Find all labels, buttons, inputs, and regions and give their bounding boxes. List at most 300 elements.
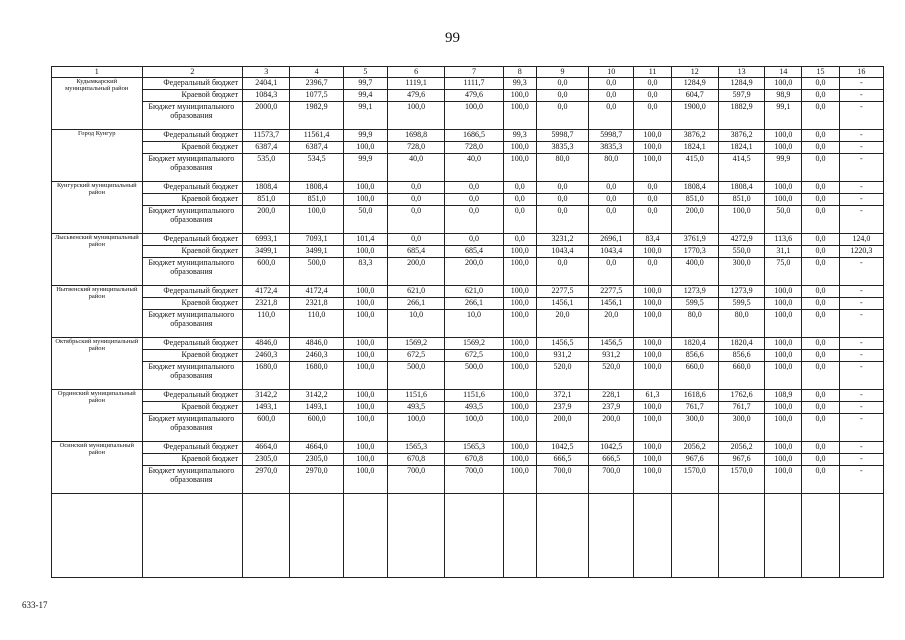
value-cell: 0,0 (802, 350, 839, 362)
value-cell: 100,0 (503, 102, 536, 130)
value-cell: 80,0 (589, 154, 634, 182)
value-cell: 98,9 (765, 90, 802, 102)
value-cell: 11573,7 (243, 130, 290, 142)
table-row (52, 390, 884, 402)
value-cell: 100,0 (765, 414, 802, 442)
table-row (52, 298, 884, 310)
value-cell: 400,0 (671, 258, 718, 286)
value-cell: 100,0 (387, 414, 444, 442)
value-cell: 2305,0 (290, 454, 343, 466)
value-cell: 2321,8 (290, 298, 343, 310)
value-cell: - (839, 402, 883, 414)
value-cell: 0,0 (634, 78, 671, 90)
table-row (52, 258, 884, 286)
value-cell: 1043,4 (536, 246, 588, 258)
municipality-name: Лысьвенский муниципальный район (52, 234, 143, 286)
value-cell: 0,0 (634, 90, 671, 102)
value-cell: - (839, 286, 883, 298)
value-cell: 101,4 (343, 234, 387, 246)
empty-cell (445, 494, 503, 578)
value-cell: 1284,9 (718, 78, 764, 90)
value-cell: 99,1 (765, 102, 802, 130)
value-cell: 200,0 (671, 206, 718, 234)
value-cell: 266,1 (387, 298, 444, 310)
value-cell: 0,0 (634, 258, 671, 286)
value-cell: 110,0 (243, 310, 290, 338)
value-cell: 0,0 (802, 102, 839, 130)
value-cell: 100,0 (634, 130, 671, 142)
value-cell: - (839, 206, 883, 234)
value-cell: 2460,3 (290, 350, 343, 362)
value-cell: 700,0 (387, 466, 444, 494)
value-cell: 200,0 (243, 206, 290, 234)
value-cell: 0,0 (802, 442, 839, 454)
document-code: 633-17 (22, 600, 48, 610)
value-cell: 597,9 (718, 90, 764, 102)
table-row (52, 234, 884, 246)
value-cell: 99,3 (503, 130, 536, 142)
value-cell: 534,5 (290, 154, 343, 182)
value-cell: 1882,9 (718, 102, 764, 130)
table-row (52, 310, 884, 338)
value-cell: 100,0 (765, 350, 802, 362)
value-cell: 100,0 (765, 442, 802, 454)
value-cell: 493,5 (445, 402, 503, 414)
value-cell: 100,0 (765, 286, 802, 298)
value-cell: 0,0 (503, 194, 536, 206)
value-cell: 0,0 (802, 234, 839, 246)
budget-source: Краевой бюджет (142, 350, 243, 362)
value-cell: 604,7 (671, 90, 718, 102)
value-cell: 672,5 (445, 350, 503, 362)
value-cell: 0,0 (536, 182, 588, 194)
value-cell: 728,0 (387, 142, 444, 154)
value-cell: 3231,2 (536, 234, 588, 246)
empty-cell (839, 494, 883, 578)
value-cell: 0,0 (387, 206, 444, 234)
value-cell: 0,0 (536, 90, 588, 102)
column-number: 14 (765, 67, 802, 78)
value-cell: 100,0 (343, 310, 387, 338)
value-cell: 479,6 (445, 90, 503, 102)
value-cell: 4172,4 (290, 286, 343, 298)
table-row (52, 350, 884, 362)
empty-cell (387, 494, 444, 578)
value-cell: 0,0 (802, 182, 839, 194)
value-cell: 100,0 (634, 466, 671, 494)
value-cell: - (839, 466, 883, 494)
column-number: 10 (589, 67, 634, 78)
value-cell: 99,9 (765, 154, 802, 182)
empty-cell (671, 494, 718, 578)
budget-source: Федеральный бюджет (142, 78, 243, 90)
value-cell: 600,0 (243, 414, 290, 442)
budget-source: Федеральный бюджет (142, 130, 243, 142)
value-cell: 124,0 (839, 234, 883, 246)
value-cell: 761,7 (671, 402, 718, 414)
value-cell: 670,8 (387, 454, 444, 466)
table-row (52, 102, 884, 130)
value-cell: 300,0 (718, 258, 764, 286)
table-row (52, 130, 884, 142)
value-cell: 0,0 (634, 102, 671, 130)
value-cell: 80,0 (671, 310, 718, 338)
value-cell: 100,0 (503, 350, 536, 362)
value-cell: 100,0 (634, 286, 671, 298)
value-cell: - (839, 182, 883, 194)
value-cell: 1043,4 (589, 246, 634, 258)
budget-source: Краевой бюджет (142, 90, 243, 102)
value-cell: 100,0 (503, 142, 536, 154)
value-cell: 100,0 (445, 414, 503, 442)
value-cell: 100,0 (765, 338, 802, 350)
value-cell: - (839, 338, 883, 350)
value-cell: - (839, 362, 883, 390)
column-number: 8 (503, 67, 536, 78)
column-number: 16 (839, 67, 883, 78)
value-cell: 1808,4 (671, 182, 718, 194)
value-cell: - (839, 298, 883, 310)
value-cell: 100,0 (503, 310, 536, 338)
value-cell: 100,0 (634, 338, 671, 350)
value-cell: 3142,2 (290, 390, 343, 402)
value-cell: 0,0 (634, 182, 671, 194)
value-cell: 100,0 (343, 350, 387, 362)
value-cell: - (839, 194, 883, 206)
value-cell: 599,5 (718, 298, 764, 310)
value-cell: 1565,3 (445, 442, 503, 454)
value-cell: 700,0 (445, 466, 503, 494)
value-cell: 0,0 (802, 258, 839, 286)
value-cell: 666,5 (536, 454, 588, 466)
value-cell: 1770,3 (671, 246, 718, 258)
table-row (52, 154, 884, 182)
budget-source: Бюджет муниципального образования (142, 206, 243, 234)
budget-source: Краевой бюджет (142, 454, 243, 466)
value-cell: 1569,2 (387, 338, 444, 350)
value-cell: 0,0 (536, 102, 588, 130)
value-cell: 1456,5 (589, 338, 634, 350)
value-cell: 100,0 (503, 414, 536, 442)
value-cell: 40,0 (387, 154, 444, 182)
value-cell: 2396,7 (290, 78, 343, 90)
value-cell: 1808,4 (718, 182, 764, 194)
value-cell: 4846,0 (243, 338, 290, 350)
value-cell: 0,0 (802, 142, 839, 154)
empty-cell (243, 494, 290, 578)
value-cell: 1570,0 (671, 466, 718, 494)
budget-source: Бюджет муниципального образования (142, 310, 243, 338)
value-cell: 75,0 (765, 258, 802, 286)
value-cell: 300,0 (718, 414, 764, 442)
value-cell: 228,1 (589, 390, 634, 402)
value-cell: 700,0 (536, 466, 588, 494)
value-cell: 100,0 (343, 390, 387, 402)
empty-cell (802, 494, 839, 578)
value-cell: 1808,4 (243, 182, 290, 194)
value-cell: 100,0 (634, 154, 671, 182)
value-cell: 100,0 (503, 466, 536, 494)
value-cell: 100,0 (634, 402, 671, 414)
value-cell: 200,0 (589, 414, 634, 442)
value-cell: 0,0 (589, 78, 634, 90)
value-cell: 100,0 (343, 286, 387, 298)
municipality-name: Кудымкарский муниципальный район (52, 78, 143, 130)
value-cell: 535,0 (243, 154, 290, 182)
empty-cell (142, 494, 243, 578)
value-cell: 2970,0 (243, 466, 290, 494)
budget-source: Федеральный бюджет (142, 442, 243, 454)
value-cell: 1493,1 (290, 402, 343, 414)
value-cell: 10,0 (445, 310, 503, 338)
value-cell: 0,0 (536, 78, 588, 90)
table-row (52, 414, 884, 442)
value-cell: 670,8 (445, 454, 503, 466)
value-cell: 110,0 (290, 310, 343, 338)
value-cell: 414,5 (718, 154, 764, 182)
budget-source: Бюджет муниципального образования (142, 102, 243, 130)
value-cell: 100,0 (343, 466, 387, 494)
value-cell: 83,4 (634, 234, 671, 246)
value-cell: 851,0 (290, 194, 343, 206)
value-cell: 100,0 (290, 206, 343, 234)
value-cell: 100,0 (343, 442, 387, 454)
value-cell: 100,0 (503, 454, 536, 466)
value-cell: 11561,4 (290, 130, 343, 142)
value-cell: 1077,5 (290, 90, 343, 102)
value-cell: 100,0 (343, 298, 387, 310)
column-number: 15 (802, 67, 839, 78)
page-number: 99 (445, 30, 460, 46)
municipality-name: Город Кунгур (52, 130, 143, 182)
budget-source: Краевой бюджет (142, 402, 243, 414)
value-cell: 100,0 (765, 130, 802, 142)
value-cell: 50,0 (343, 206, 387, 234)
municipality-name: Кунгурский муниципальный район (52, 182, 143, 234)
value-cell: 99,4 (343, 90, 387, 102)
value-cell: 100,0 (503, 286, 536, 298)
value-cell: 100,0 (634, 298, 671, 310)
value-cell: 1824,1 (671, 142, 718, 154)
value-cell: 5998,7 (589, 130, 634, 142)
table-row (52, 182, 884, 194)
value-cell: 1698,8 (387, 130, 444, 142)
budget-source: Бюджет муниципального образования (142, 154, 243, 182)
value-cell: 100,0 (765, 362, 802, 390)
value-cell: 100,0 (343, 194, 387, 206)
value-cell: 100,0 (343, 402, 387, 414)
value-cell: 0,0 (589, 258, 634, 286)
value-cell: 1900,0 (671, 102, 718, 130)
value-cell: 550,0 (718, 246, 764, 258)
value-cell: 4664,0 (243, 442, 290, 454)
value-cell: 3876,2 (671, 130, 718, 142)
value-cell: 3499,1 (290, 246, 343, 258)
budget-source: Федеральный бюджет (142, 286, 243, 298)
empty-cell (52, 494, 143, 578)
value-cell: 856,6 (671, 350, 718, 362)
value-cell: 1220,3 (839, 246, 883, 258)
value-cell: 100,0 (387, 102, 444, 130)
table-row (52, 90, 884, 102)
value-cell: 0,0 (802, 154, 839, 182)
table-row (52, 454, 884, 466)
value-cell: 851,0 (671, 194, 718, 206)
value-cell: 0,0 (589, 102, 634, 130)
value-cell: 1151,6 (445, 390, 503, 402)
value-cell: 493,5 (387, 402, 444, 414)
value-cell: 672,5 (387, 350, 444, 362)
value-cell: 99,7 (343, 78, 387, 90)
value-cell: 0,0 (802, 454, 839, 466)
value-cell: 100,0 (765, 182, 802, 194)
value-cell: - (839, 442, 883, 454)
value-cell: 0,0 (802, 246, 839, 258)
column-number: 3 (243, 67, 290, 78)
value-cell: 200,0 (536, 414, 588, 442)
budget-source: Краевой бюджет (142, 142, 243, 154)
column-number: 13 (718, 67, 764, 78)
value-cell: 100,0 (343, 142, 387, 154)
table-row (52, 442, 884, 454)
value-cell: 0,0 (802, 78, 839, 90)
value-cell: 3876,2 (718, 130, 764, 142)
value-cell: 4846,0 (290, 338, 343, 350)
value-cell: 0,0 (536, 206, 588, 234)
table-row (52, 246, 884, 258)
municipality-name: Осинский муниципальный район (52, 442, 143, 494)
value-cell: - (839, 78, 883, 90)
value-cell: 931,2 (589, 350, 634, 362)
value-cell: 2277,5 (589, 286, 634, 298)
value-cell: 31,1 (765, 246, 802, 258)
value-cell: 500,0 (387, 362, 444, 390)
value-cell: 0,0 (802, 338, 839, 350)
value-cell: 100,0 (343, 454, 387, 466)
value-cell: 728,0 (445, 142, 503, 154)
value-cell: 761,7 (718, 402, 764, 414)
value-cell: 500,0 (290, 258, 343, 286)
empty-row (52, 494, 884, 578)
value-cell: 100,0 (343, 246, 387, 258)
value-cell: 2696,1 (589, 234, 634, 246)
table-row (52, 466, 884, 494)
value-cell: 99,3 (503, 78, 536, 90)
value-cell: 856,6 (718, 350, 764, 362)
value-cell: 1820,4 (671, 338, 718, 350)
budget-table (51, 66, 884, 578)
table-row (52, 286, 884, 298)
value-cell: 372,1 (536, 390, 588, 402)
value-cell: 1456,1 (589, 298, 634, 310)
value-cell: 479,6 (387, 90, 444, 102)
value-cell: 100,0 (765, 454, 802, 466)
column-number: 9 (536, 67, 588, 78)
value-cell: 685,4 (445, 246, 503, 258)
value-cell: 1119,1 (387, 78, 444, 90)
value-cell: 1982,9 (290, 102, 343, 130)
value-cell: 100,0 (634, 310, 671, 338)
value-cell: 1456,1 (536, 298, 588, 310)
value-cell: 0,0 (536, 258, 588, 286)
value-cell: 4172,4 (243, 286, 290, 298)
value-cell: 660,0 (671, 362, 718, 390)
value-cell: 100,0 (765, 78, 802, 90)
value-cell: 2305,0 (243, 454, 290, 466)
value-cell: 50,0 (765, 206, 802, 234)
table-body (52, 78, 884, 578)
value-cell: 0,0 (589, 194, 634, 206)
value-cell: 4272,9 (718, 234, 764, 246)
value-cell: 1151,6 (387, 390, 444, 402)
value-cell: 100,0 (503, 362, 536, 390)
value-cell: 1042,5 (536, 442, 588, 454)
value-cell: 100,0 (503, 390, 536, 402)
value-cell: 99,1 (343, 102, 387, 130)
value-cell: 1273,9 (718, 286, 764, 298)
value-cell: 0,0 (802, 390, 839, 402)
value-cell: 0,0 (445, 206, 503, 234)
budget-source: Бюджет муниципального образования (142, 414, 243, 442)
value-cell: 0,0 (589, 90, 634, 102)
value-cell: 100,0 (765, 310, 802, 338)
value-cell: 599,5 (671, 298, 718, 310)
value-cell: 0,0 (802, 310, 839, 338)
value-cell: 1824,1 (718, 142, 764, 154)
value-cell: 100,0 (634, 350, 671, 362)
value-cell: 621,0 (445, 286, 503, 298)
value-cell: 266,1 (445, 298, 503, 310)
value-cell: 0,0 (802, 402, 839, 414)
column-number: 5 (343, 67, 387, 78)
value-cell: - (839, 454, 883, 466)
column-number: 7 (445, 67, 503, 78)
value-cell: 0,0 (802, 414, 839, 442)
value-cell: 2460,3 (243, 350, 290, 362)
value-cell: 1570,0 (718, 466, 764, 494)
value-cell: 99,9 (343, 154, 387, 182)
value-cell: 0,0 (387, 182, 444, 194)
empty-cell (290, 494, 343, 578)
table-row (52, 206, 884, 234)
value-cell: 1456,5 (536, 338, 588, 350)
value-cell: 2277,5 (536, 286, 588, 298)
value-cell: 10,0 (387, 310, 444, 338)
column-number: 2 (142, 67, 243, 78)
value-cell: - (839, 414, 883, 442)
budget-source: Бюджет муниципального образования (142, 362, 243, 390)
column-number: 11 (634, 67, 671, 78)
value-cell: 237,9 (536, 402, 588, 414)
value-cell: 0,0 (802, 206, 839, 234)
value-cell: 666,5 (589, 454, 634, 466)
value-cell: - (839, 130, 883, 142)
value-cell: 0,0 (634, 206, 671, 234)
value-cell: - (839, 350, 883, 362)
budget-source: Федеральный бюджет (142, 338, 243, 350)
value-cell: 7093,1 (290, 234, 343, 246)
value-cell: 1042,5 (589, 442, 634, 454)
value-cell: 100,0 (343, 182, 387, 194)
value-cell: 100,0 (634, 246, 671, 258)
value-cell: 0,0 (589, 182, 634, 194)
budget-source: Краевой бюджет (142, 246, 243, 258)
empty-cell (589, 494, 634, 578)
value-cell: 600,0 (243, 258, 290, 286)
value-cell: 100,0 (765, 194, 802, 206)
value-cell: 1680,0 (290, 362, 343, 390)
value-cell: 100,0 (765, 142, 802, 154)
